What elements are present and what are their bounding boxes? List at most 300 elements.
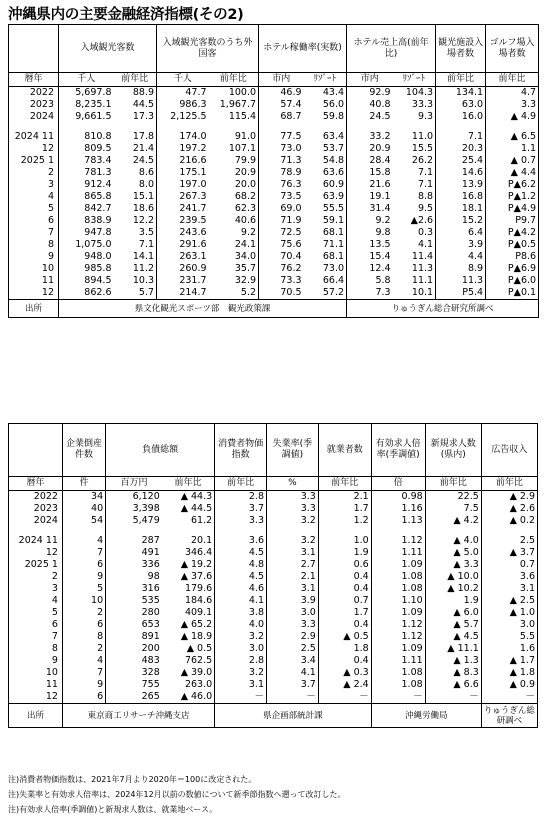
value-cell: ▲ 6.0 bbox=[425, 607, 481, 619]
unit-cell: 暦年 bbox=[9, 477, 63, 491]
value-cell: ▲ 44.5 bbox=[162, 503, 215, 515]
value-cell: 63.6 bbox=[304, 167, 347, 179]
value-cell: 11.3 bbox=[436, 275, 486, 287]
value-cell: 20.9 bbox=[209, 167, 259, 179]
value-cell: 3.1 bbox=[266, 583, 318, 595]
value-cell: 1.7 bbox=[318, 607, 371, 619]
value-cell: 3.0 bbox=[266, 607, 318, 619]
value-cell: 483 bbox=[141, 655, 160, 666]
value-cell: P▲4.2 bbox=[486, 227, 539, 239]
value-cell: 0.4 bbox=[318, 571, 371, 583]
tourism-indicators-table bbox=[8, 24, 539, 318]
value-cell: ▲ 1.0 bbox=[481, 607, 537, 619]
unit-cell: % bbox=[266, 477, 318, 491]
value-cell: 21.6 bbox=[369, 179, 391, 190]
value-cell: 1.09 bbox=[371, 559, 425, 571]
table-row bbox=[9, 155, 539, 167]
value-cell: 2.7 bbox=[266, 559, 318, 571]
value-cell: 55.5 bbox=[304, 203, 347, 215]
header-blank bbox=[9, 424, 63, 477]
value-cell: 7.1 bbox=[114, 239, 157, 251]
value-cell: 653 bbox=[141, 619, 160, 630]
value-cell: 33.2 bbox=[369, 131, 391, 142]
value-cell: 107.1 bbox=[209, 143, 259, 155]
value-cell: 46.9 bbox=[280, 87, 302, 98]
value-cell: 13.9 bbox=[436, 179, 486, 191]
period-cell: 2023 bbox=[9, 99, 59, 111]
value-cell: 7.1 bbox=[393, 167, 436, 179]
value-cell: 216.6 bbox=[179, 155, 207, 166]
header-facility-visitors: 観光施設入場者数 bbox=[436, 25, 486, 73]
value-cell: 63.4 bbox=[304, 131, 347, 143]
header-total-liabilities: 負債総額 bbox=[106, 424, 215, 477]
value-cell: － bbox=[318, 691, 371, 704]
value-cell: 71.1 bbox=[304, 239, 347, 251]
table-row bbox=[9, 215, 539, 227]
value-cell: 78.9 bbox=[280, 167, 302, 178]
unit-cell: 前年比 bbox=[215, 477, 267, 491]
value-cell: 6 bbox=[62, 691, 105, 704]
value-cell: 73.0 bbox=[280, 143, 302, 154]
value-cell: 33.3 bbox=[393, 99, 436, 111]
value-cell: 3.2 bbox=[266, 535, 318, 547]
value-cell: 34 bbox=[62, 491, 105, 504]
table-row bbox=[9, 515, 538, 527]
value-cell: 73.0 bbox=[304, 263, 347, 275]
period-cell: 2 bbox=[9, 571, 63, 583]
value-cell: 287 bbox=[141, 535, 160, 546]
value-cell: 7.1 bbox=[393, 179, 436, 191]
value-cell: － bbox=[481, 691, 537, 704]
value-cell: 1.1 bbox=[486, 143, 539, 155]
value-cell: 14.6 bbox=[436, 167, 486, 179]
value-cell: 68.1 bbox=[304, 251, 347, 263]
value-cell: 409.1 bbox=[162, 607, 215, 619]
value-cell: 77.5 bbox=[280, 131, 302, 142]
value-cell: 20.0 bbox=[209, 179, 259, 191]
unit-cell: 千人 bbox=[59, 73, 114, 87]
value-cell: 947.8 bbox=[84, 227, 112, 238]
value-cell: 3.3 bbox=[266, 503, 318, 515]
value-cell: ▲ 1.7 bbox=[481, 655, 537, 667]
value-cell: 3.0 bbox=[215, 643, 267, 655]
value-cell: 68.1 bbox=[304, 227, 347, 239]
value-cell: 2.5 bbox=[481, 535, 537, 547]
header-employed: 就業者数 bbox=[318, 424, 371, 477]
value-cell: 809.5 bbox=[84, 143, 112, 154]
period-cell: 12 bbox=[9, 691, 63, 704]
value-cell: 2 bbox=[62, 643, 105, 655]
value-cell: 0.98 bbox=[371, 491, 425, 504]
value-cell: 1.6 bbox=[481, 643, 537, 655]
value-cell: ▲ 3.7 bbox=[481, 547, 537, 559]
table-row bbox=[9, 179, 539, 191]
period-cell: 10 bbox=[9, 263, 59, 275]
value-cell: ▲ 4.2 bbox=[425, 515, 481, 527]
value-cell: ▲ 0.5 bbox=[318, 631, 371, 643]
economy-indicators-table bbox=[8, 423, 538, 728]
value-cell: 5.8 bbox=[375, 275, 391, 286]
period-cell: 11 bbox=[9, 679, 63, 691]
value-cell: ▲2.6 bbox=[393, 215, 436, 227]
value-cell: 10.3 bbox=[114, 275, 157, 287]
value-cell: ▲ 2.6 bbox=[481, 503, 537, 515]
value-cell: 3.1 bbox=[266, 547, 318, 559]
value-cell: 243.6 bbox=[179, 227, 207, 238]
period-cell: 8 bbox=[9, 239, 59, 251]
period-cell: 4 bbox=[9, 595, 63, 607]
unit-cell: 前年比 bbox=[425, 477, 481, 491]
value-cell: ▲ 2.5 bbox=[481, 595, 537, 607]
value-cell: 1.0 bbox=[318, 535, 371, 547]
value-cell: 5.5 bbox=[481, 631, 537, 643]
value-cell: 0.7 bbox=[318, 595, 371, 607]
value-cell: ▲ 10.2 bbox=[425, 583, 481, 595]
unit-cell: 前年比 bbox=[162, 477, 215, 491]
value-cell: 11.0 bbox=[393, 131, 436, 143]
value-cell: 336 bbox=[141, 559, 160, 570]
value-cell: 3.5 bbox=[114, 227, 157, 239]
header-unemployment: 失業率(季調値) bbox=[266, 424, 318, 477]
value-cell: 7.5 bbox=[425, 503, 481, 515]
value-cell: ▲ 4.9 bbox=[486, 111, 539, 123]
value-cell: 1.08 bbox=[371, 667, 425, 679]
value-cell: 1.12 bbox=[371, 619, 425, 631]
table-row bbox=[9, 251, 539, 263]
spacer-row bbox=[9, 123, 539, 131]
value-cell: 1.09 bbox=[371, 643, 425, 655]
value-cell: ▲ 0.7 bbox=[486, 155, 539, 167]
value-cell: 28.4 bbox=[369, 155, 391, 166]
table-row bbox=[9, 503, 538, 515]
value-cell: ▲ 8.3 bbox=[425, 667, 481, 679]
source-label: 出所 bbox=[9, 300, 59, 318]
table-row bbox=[9, 491, 538, 504]
period-cell: 9 bbox=[9, 655, 63, 667]
value-cell: ▲ 4.0 bbox=[425, 535, 481, 547]
value-cell: ▲ 65.2 bbox=[162, 619, 215, 631]
value-cell: 8.8 bbox=[393, 191, 436, 203]
value-cell: 231.7 bbox=[179, 275, 207, 286]
value-cell: 7 bbox=[62, 667, 105, 679]
value-cell: 1.2 bbox=[318, 515, 371, 527]
period-cell: 12 bbox=[9, 287, 59, 300]
value-cell: 9 bbox=[62, 571, 105, 583]
value-cell: 100.0 bbox=[209, 87, 259, 100]
value-cell: P▲4.9 bbox=[486, 203, 539, 215]
value-cell: 328 bbox=[141, 667, 160, 678]
value-cell: 3.8 bbox=[215, 607, 267, 619]
value-cell: 3.0 bbox=[481, 619, 537, 631]
value-cell: 24.5 bbox=[369, 111, 391, 122]
value-cell: ▲ 0.3 bbox=[318, 667, 371, 679]
header-new-openings: 新規求人数(県内) bbox=[425, 424, 481, 477]
value-cell: 59.1 bbox=[304, 215, 347, 227]
value-cell: 4.1 bbox=[266, 667, 318, 679]
value-cell: ▲ 39.0 bbox=[162, 667, 215, 679]
value-cell: 1.10 bbox=[371, 595, 425, 607]
value-cell: 11.4 bbox=[393, 251, 436, 263]
value-cell: 1.8 bbox=[318, 643, 371, 655]
value-cell: 265 bbox=[141, 691, 160, 702]
value-cell: ▲ 10.0 bbox=[425, 571, 481, 583]
value-cell: 59.8 bbox=[304, 111, 347, 123]
table-row bbox=[9, 191, 539, 203]
footnote: 注)失業率と有効求人倍率は、2024年12月以前の数値について新季節指数へ遡って改訂した。 bbox=[8, 790, 346, 799]
table-row bbox=[9, 595, 538, 607]
value-cell: 842.7 bbox=[84, 203, 112, 214]
value-cell: 11.3 bbox=[393, 263, 436, 275]
value-cell: － bbox=[266, 691, 318, 704]
value-cell: 175.1 bbox=[179, 167, 207, 178]
value-cell: 3.6 bbox=[481, 571, 537, 583]
table-row bbox=[9, 559, 538, 571]
value-cell: 9 bbox=[62, 679, 105, 691]
value-cell: 3.6 bbox=[215, 535, 267, 547]
source-label: 出所 bbox=[9, 704, 63, 728]
value-cell: 4.6 bbox=[215, 583, 267, 595]
period-cell: 3 bbox=[9, 179, 59, 191]
value-cell: 98 bbox=[147, 571, 160, 582]
period-cell: 10 bbox=[9, 667, 63, 679]
value-cell: 92.9 bbox=[369, 87, 391, 98]
table-row bbox=[9, 227, 539, 239]
unit-cell: 百万円 bbox=[106, 477, 162, 491]
header-hotel-occupancy: ホテル稼働率(実数) bbox=[259, 25, 347, 73]
unit-cell: 倍 bbox=[371, 477, 425, 491]
value-cell: 9,661.5 bbox=[75, 111, 112, 122]
value-cell: 20.1 bbox=[162, 535, 215, 547]
value-cell: P▲6.9 bbox=[486, 263, 539, 275]
value-cell: 70.4 bbox=[280, 251, 302, 262]
source-tsr: 東京商工リサーチ沖縄支店 bbox=[62, 704, 214, 728]
value-cell: 755 bbox=[141, 679, 160, 690]
value-cell: 14.1 bbox=[114, 251, 157, 263]
value-cell: 71.9 bbox=[280, 215, 302, 226]
period-cell: 5 bbox=[9, 203, 59, 215]
value-cell: 3.4 bbox=[266, 655, 318, 667]
value-cell: 79.9 bbox=[209, 155, 259, 167]
unit-cell: 市内 bbox=[259, 73, 304, 87]
table-row bbox=[9, 87, 539, 100]
value-cell: 1,075.0 bbox=[75, 239, 112, 250]
value-cell: 5.7 bbox=[114, 287, 157, 300]
value-cell: ▲ 2.4 bbox=[318, 679, 371, 691]
page-title: 沖縄県内の主要金融経済指標(その2) bbox=[8, 7, 244, 23]
table-row bbox=[9, 655, 538, 667]
value-cell: 2.5 bbox=[266, 643, 318, 655]
value-cell: 62.3 bbox=[209, 203, 259, 215]
value-cell: 10.1 bbox=[393, 287, 436, 300]
value-cell: 4.1 bbox=[393, 239, 436, 251]
value-cell: 72.5 bbox=[280, 227, 302, 238]
value-cell: 4 bbox=[62, 535, 105, 547]
value-cell: 9.8 bbox=[375, 227, 391, 238]
period-cell: 7 bbox=[9, 631, 63, 643]
period-cell: 2022 bbox=[9, 491, 63, 504]
period-cell: 2022 bbox=[9, 87, 59, 100]
value-cell: 68.2 bbox=[209, 191, 259, 203]
table-row bbox=[9, 239, 539, 251]
value-cell: 75.6 bbox=[280, 239, 302, 250]
value-cell: ▲ 19.2 bbox=[162, 559, 215, 571]
unit-cell: ﾘｿﾞｰﾄ bbox=[393, 73, 436, 87]
value-cell: 12.2 bbox=[114, 215, 157, 227]
value-cell: 6,120 bbox=[132, 491, 160, 502]
value-cell: 15.4 bbox=[369, 251, 391, 262]
unit-cell: 前年比 bbox=[114, 73, 157, 87]
table-row bbox=[9, 131, 539, 143]
period-cell: 8 bbox=[9, 643, 63, 655]
value-cell: 115.4 bbox=[209, 111, 259, 123]
value-cell: 26.2 bbox=[393, 155, 436, 167]
value-cell: 63.9 bbox=[304, 191, 347, 203]
value-cell: 9.3 bbox=[393, 111, 436, 123]
value-cell: 69.0 bbox=[280, 203, 302, 214]
table-row bbox=[9, 111, 539, 123]
value-cell: 810.8 bbox=[84, 131, 112, 142]
value-cell: 73.3 bbox=[280, 275, 302, 286]
unit-cell: 件 bbox=[62, 477, 105, 491]
table-row bbox=[9, 203, 539, 215]
period-cell: 6 bbox=[9, 619, 63, 631]
value-cell: 17.8 bbox=[114, 131, 157, 143]
value-cell: 241.7 bbox=[179, 203, 207, 214]
period-cell: 2 bbox=[9, 167, 59, 179]
value-cell: 9.2 bbox=[209, 227, 259, 239]
value-cell: 491 bbox=[141, 547, 160, 558]
value-cell: 31.4 bbox=[369, 203, 391, 214]
table-row bbox=[9, 547, 538, 559]
period-cell: 2025 1 bbox=[9, 559, 63, 571]
value-cell: ▲ 46.0 bbox=[162, 691, 215, 704]
period-cell: 11 bbox=[9, 275, 59, 287]
unit-cell: 前年比 bbox=[481, 477, 537, 491]
table-row bbox=[9, 691, 538, 704]
value-cell: 9.5 bbox=[393, 203, 436, 215]
value-cell: 1.9 bbox=[425, 595, 481, 607]
value-cell: 76.3 bbox=[280, 179, 302, 190]
value-cell: 3.9 bbox=[266, 595, 318, 607]
header-golf-visitors: ゴルフ場入場者数 bbox=[486, 25, 539, 73]
value-cell: 44.5 bbox=[114, 99, 157, 111]
table-row bbox=[9, 275, 539, 287]
value-cell: 73.5 bbox=[280, 191, 302, 202]
value-cell: 4.4 bbox=[436, 251, 486, 263]
header-ad-revenue: 広告収入 bbox=[481, 424, 537, 477]
value-cell: 1.11 bbox=[371, 655, 425, 667]
source-labor-bureau: 沖縄労働局 bbox=[371, 704, 481, 728]
period-cell: 2024 11 bbox=[9, 535, 63, 547]
value-cell: 1.11 bbox=[371, 547, 425, 559]
value-cell: 40.6 bbox=[209, 215, 259, 227]
value-cell: 56.0 bbox=[304, 99, 347, 111]
value-cell: 783.4 bbox=[84, 155, 112, 166]
table-row bbox=[9, 643, 538, 655]
value-cell: 5,479 bbox=[132, 515, 160, 526]
value-cell: 35.7 bbox=[209, 263, 259, 275]
value-cell: 291.6 bbox=[179, 239, 207, 250]
value-cell: 24.1 bbox=[209, 239, 259, 251]
value-cell: 0.4 bbox=[318, 619, 371, 631]
period-cell: 4 bbox=[9, 191, 59, 203]
period-cell: 9 bbox=[9, 251, 59, 263]
value-cell: 891 bbox=[141, 631, 160, 642]
value-cell: 71.3 bbox=[280, 155, 302, 166]
value-cell: 1.9 bbox=[318, 547, 371, 559]
value-cell: 61.2 bbox=[162, 515, 215, 527]
value-cell: 13.5 bbox=[369, 239, 391, 250]
value-cell: 894.5 bbox=[84, 275, 112, 286]
table-row bbox=[9, 143, 539, 155]
value-cell: ▲ 5.7 bbox=[425, 619, 481, 631]
value-cell: 174.0 bbox=[179, 131, 207, 142]
period-cell: 12 bbox=[9, 143, 59, 155]
value-cell: 0.4 bbox=[318, 655, 371, 667]
value-cell: 200 bbox=[141, 643, 160, 654]
value-cell: 1.09 bbox=[371, 607, 425, 619]
value-cell: 47.7 bbox=[185, 87, 207, 98]
value-cell: 4 bbox=[62, 655, 105, 667]
table-row bbox=[9, 667, 538, 679]
value-cell: 2.1 bbox=[266, 571, 318, 583]
value-cell: 2.1 bbox=[318, 491, 371, 504]
value-cell: 762.5 bbox=[162, 655, 215, 667]
value-cell: 346.4 bbox=[162, 547, 215, 559]
value-cell: 865.8 bbox=[84, 191, 112, 202]
source-stats-division: 県企画部統計課 bbox=[215, 704, 372, 728]
value-cell: 1.7 bbox=[318, 503, 371, 515]
table-row bbox=[9, 619, 538, 631]
period-cell: 2024 bbox=[9, 111, 59, 123]
value-cell: 781.3 bbox=[84, 167, 112, 178]
unit-cell: 暦年 bbox=[9, 73, 59, 87]
value-cell: 57.4 bbox=[280, 99, 302, 110]
value-cell: ▲ 1.8 bbox=[481, 667, 537, 679]
period-cell: 3 bbox=[9, 583, 63, 595]
value-cell: 8.9 bbox=[436, 263, 486, 275]
value-cell: 4.8 bbox=[215, 559, 267, 571]
value-cell: 21.4 bbox=[114, 143, 157, 155]
table-row bbox=[9, 287, 539, 300]
source-ryugin: りゅうぎん総合研究所調べ bbox=[347, 300, 539, 318]
value-cell: 91.0 bbox=[209, 131, 259, 143]
value-cell: 40.8 bbox=[369, 99, 391, 110]
value-cell: 5.2 bbox=[209, 287, 259, 300]
value-cell: 214.7 bbox=[179, 287, 207, 298]
value-cell: 912.4 bbox=[84, 179, 112, 190]
period-cell: 2024 bbox=[9, 515, 63, 527]
value-cell: 3.3 bbox=[215, 515, 267, 527]
value-cell: 16.8 bbox=[436, 191, 486, 203]
unit-cell: 前年比 bbox=[486, 73, 539, 87]
value-cell: 4.5 bbox=[215, 547, 267, 559]
period-cell: 5 bbox=[9, 607, 63, 619]
value-cell: 263.1 bbox=[179, 251, 207, 262]
value-cell: 16.0 bbox=[436, 111, 486, 123]
value-cell: 3.2 bbox=[215, 667, 267, 679]
period-cell: 2023 bbox=[9, 503, 63, 515]
value-cell: 10 bbox=[62, 595, 105, 607]
table-row bbox=[9, 571, 538, 583]
table-row bbox=[9, 263, 539, 275]
value-cell: 24.5 bbox=[114, 155, 157, 167]
value-cell: 3.1 bbox=[481, 583, 537, 595]
value-cell: P▲6.2 bbox=[486, 179, 539, 191]
table-row bbox=[9, 679, 538, 691]
value-cell: 63.0 bbox=[436, 99, 486, 111]
value-cell: ▲ 5.0 bbox=[425, 547, 481, 559]
